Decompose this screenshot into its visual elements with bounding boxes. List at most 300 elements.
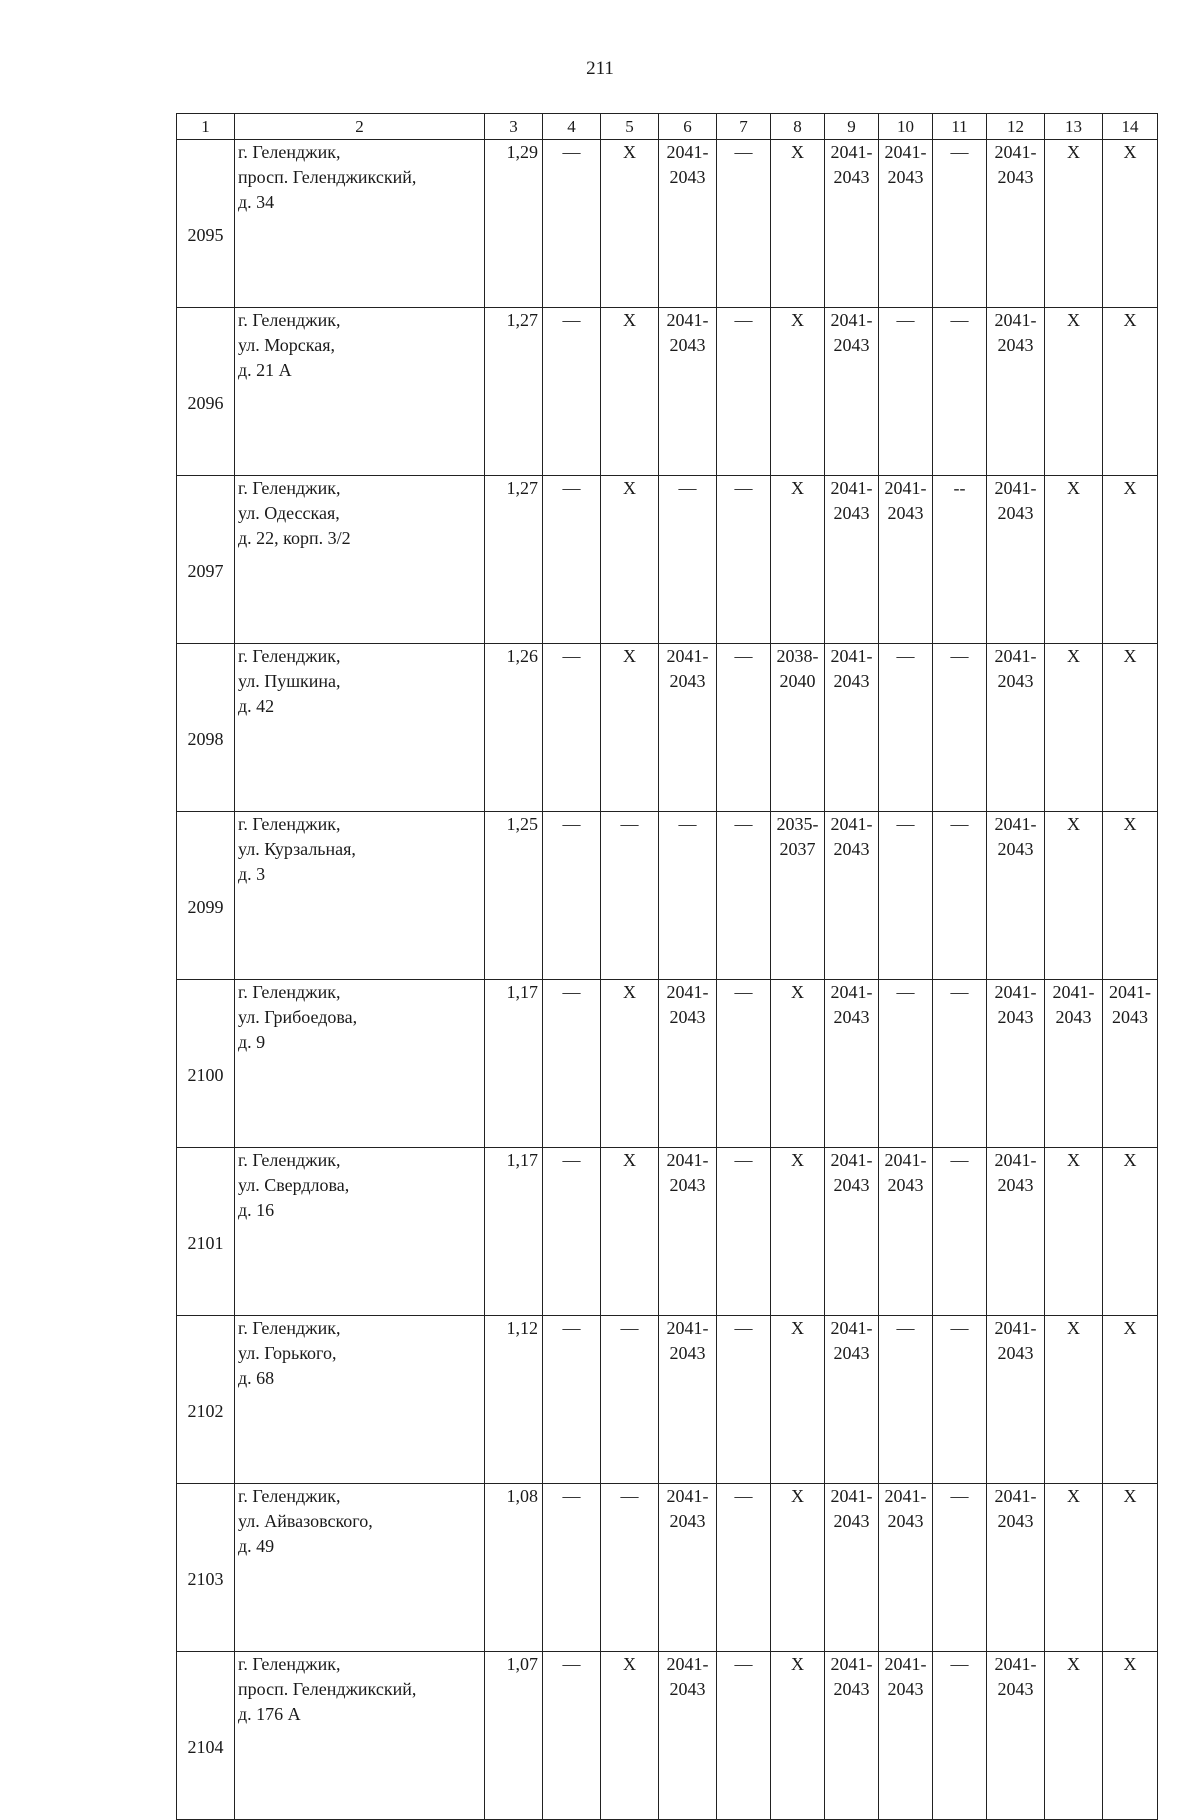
cell-c3: 1,08 bbox=[485, 1484, 543, 1652]
cell-line: 2041- bbox=[830, 310, 873, 330]
cell-c13 bbox=[1045, 980, 1103, 1148]
cell-line: 2041- bbox=[994, 142, 1037, 162]
cell-c8 bbox=[771, 140, 825, 308]
address-line: г. Геленджик, bbox=[238, 1318, 341, 1338]
cell-line: 2043 bbox=[833, 1343, 870, 1363]
address-cell bbox=[235, 1316, 485, 1484]
cell-line: Х bbox=[791, 310, 804, 330]
cell-line: 2041- bbox=[884, 1654, 927, 1674]
cell-c5: Х bbox=[601, 1148, 659, 1316]
cell-line: 2043 bbox=[887, 167, 924, 187]
cell-c6 bbox=[659, 812, 717, 980]
cell-line: 2043 bbox=[1112, 1007, 1148, 1027]
cell-line: Х bbox=[1067, 1654, 1080, 1674]
cell-line: 2043 bbox=[833, 1007, 870, 1027]
cell-c4: — bbox=[543, 308, 601, 476]
cell-c12 bbox=[987, 1316, 1045, 1484]
cell-line: 2043 bbox=[833, 335, 870, 355]
cell-line: 2041- bbox=[830, 982, 873, 1002]
cell-c14 bbox=[1103, 812, 1158, 980]
cell-c12 bbox=[987, 140, 1045, 308]
address-line: г. Геленджик, bbox=[238, 478, 341, 498]
address-line: ул. Морская, bbox=[238, 335, 335, 355]
cell-line: 2038- bbox=[776, 646, 819, 666]
cell-line: 2041- bbox=[884, 478, 927, 498]
cell-c10 bbox=[879, 644, 933, 812]
cell-line: 2041- bbox=[666, 1654, 709, 1674]
table-row bbox=[177, 140, 1158, 308]
cell-c5: Х bbox=[601, 644, 659, 812]
cell-c10 bbox=[879, 1316, 933, 1484]
cell-c4: — bbox=[543, 476, 601, 644]
address-line: д. 22, корп. 3/2 bbox=[238, 528, 351, 548]
cell-c7: — bbox=[717, 980, 771, 1148]
cell-line: 2043 bbox=[997, 839, 1034, 859]
cell-c9 bbox=[825, 644, 879, 812]
cell-c9 bbox=[825, 1652, 879, 1820]
cell-line: 2043 bbox=[669, 1679, 706, 1699]
table-row bbox=[177, 980, 1158, 1148]
cell-c8 bbox=[771, 644, 825, 812]
cell-c6 bbox=[659, 308, 717, 476]
column-number-8: 8 bbox=[771, 114, 825, 140]
cell-line: 2041- bbox=[994, 1654, 1037, 1674]
cell-c9 bbox=[825, 1148, 879, 1316]
cell-line: 2043 bbox=[1055, 1007, 1092, 1027]
cell-line: — bbox=[896, 982, 915, 1002]
cell-line: 2041- bbox=[884, 142, 927, 162]
cell-c9 bbox=[825, 1484, 879, 1652]
cell-c4: — bbox=[543, 1484, 601, 1652]
cell-c13 bbox=[1045, 1652, 1103, 1820]
row-number: 2097 bbox=[177, 476, 235, 644]
cell-line: — bbox=[896, 310, 915, 330]
cell-line: 2043 bbox=[997, 1343, 1034, 1363]
address-cell bbox=[235, 476, 485, 644]
cell-line: Х bbox=[1067, 646, 1080, 666]
cell-line: Х bbox=[1123, 1654, 1137, 1674]
cell-line: 2035- bbox=[776, 814, 819, 834]
cell-c13 bbox=[1045, 1148, 1103, 1316]
cell-c12 bbox=[987, 1652, 1045, 1820]
cell-c3: 1,07 bbox=[485, 1652, 543, 1820]
column-number-3: 3 bbox=[485, 114, 543, 140]
cell-line: 2041- bbox=[830, 1150, 873, 1170]
cell-c9 bbox=[825, 308, 879, 476]
table-row bbox=[177, 476, 1158, 644]
cell-c9 bbox=[825, 476, 879, 644]
cell-line: Х bbox=[791, 1150, 804, 1170]
cell-c8 bbox=[771, 1148, 825, 1316]
cell-line: 2037 bbox=[779, 839, 816, 859]
cell-line: Х bbox=[1067, 1318, 1080, 1338]
cell-line: Х bbox=[1067, 478, 1080, 498]
cell-c11: — bbox=[933, 980, 987, 1148]
cell-c3: 1,17 bbox=[485, 980, 543, 1148]
column-number-10: 10 bbox=[879, 114, 933, 140]
column-number-7: 7 bbox=[717, 114, 771, 140]
cell-c8 bbox=[771, 1484, 825, 1652]
cell-line: Х bbox=[1067, 814, 1080, 834]
column-number-6: 6 bbox=[659, 114, 717, 140]
address-line: г. Геленджик, bbox=[238, 310, 341, 330]
row-number: 2099 bbox=[177, 812, 235, 980]
address-line: ул. Пушкина, bbox=[238, 671, 341, 691]
cell-line: 2041- bbox=[994, 1486, 1037, 1506]
cell-line: Х bbox=[1067, 1486, 1080, 1506]
cell-line: 2043 bbox=[997, 1511, 1034, 1531]
cell-c14 bbox=[1103, 308, 1158, 476]
cell-line: — bbox=[896, 646, 915, 666]
cell-c13 bbox=[1045, 1316, 1103, 1484]
cell-line: 2043 bbox=[997, 503, 1034, 523]
cell-c12 bbox=[987, 1484, 1045, 1652]
cell-c10 bbox=[879, 476, 933, 644]
cell-line: 2041- bbox=[994, 646, 1037, 666]
cell-line: 2043 bbox=[997, 1679, 1034, 1699]
cell-c3: 1,27 bbox=[485, 308, 543, 476]
cell-line: Х bbox=[1123, 142, 1137, 162]
cell-c3: 1,25 bbox=[485, 812, 543, 980]
table-row bbox=[177, 308, 1158, 476]
cell-c8 bbox=[771, 812, 825, 980]
cell-c7: — bbox=[717, 1316, 771, 1484]
cell-c14 bbox=[1103, 1148, 1158, 1316]
row-number: 2101 bbox=[177, 1148, 235, 1316]
address-cell bbox=[235, 1484, 485, 1652]
cell-line: 2041- bbox=[830, 1654, 873, 1674]
cell-c13 bbox=[1045, 308, 1103, 476]
cell-c11: — bbox=[933, 1652, 987, 1820]
cell-c13 bbox=[1045, 644, 1103, 812]
cell-c13 bbox=[1045, 140, 1103, 308]
row-number: 2100 bbox=[177, 980, 235, 1148]
cell-c6 bbox=[659, 980, 717, 1148]
cell-line: 2043 bbox=[997, 1007, 1034, 1027]
cell-c4: — bbox=[543, 812, 601, 980]
column-number-9: 9 bbox=[825, 114, 879, 140]
cell-c6 bbox=[659, 644, 717, 812]
cell-c13 bbox=[1045, 476, 1103, 644]
cell-line: Х bbox=[791, 1318, 804, 1338]
cell-line: 2041- bbox=[830, 142, 873, 162]
cell-line: 2043 bbox=[887, 503, 924, 523]
address-line: ул. Курзальная, bbox=[238, 839, 356, 859]
cell-c8 bbox=[771, 308, 825, 476]
cell-line: 2043 bbox=[887, 1175, 924, 1195]
cell-c11: — bbox=[933, 812, 987, 980]
cell-c10 bbox=[879, 1652, 933, 1820]
row-number: 2095 bbox=[177, 140, 235, 308]
cell-c3: 1,29 bbox=[485, 140, 543, 308]
cell-c11: — bbox=[933, 308, 987, 476]
cell-line: 2043 bbox=[997, 1175, 1034, 1195]
cell-c5: Х bbox=[601, 140, 659, 308]
page-number: 211 bbox=[586, 58, 614, 79]
cell-line: 2043 bbox=[833, 1679, 870, 1699]
cell-c12 bbox=[987, 644, 1045, 812]
row-number: 2098 bbox=[177, 644, 235, 812]
column-number-4: 4 bbox=[543, 114, 601, 140]
cell-c7: — bbox=[717, 308, 771, 476]
cell-line: 2043 bbox=[669, 1343, 706, 1363]
cell-c11: — bbox=[933, 140, 987, 308]
cell-line: Х bbox=[1067, 310, 1080, 330]
cell-c4: — bbox=[543, 1148, 601, 1316]
cell-c5: Х bbox=[601, 980, 659, 1148]
cell-line: 2041- bbox=[1109, 982, 1151, 1002]
address-line: д. 16 bbox=[238, 1200, 275, 1220]
cell-c5: — bbox=[601, 812, 659, 980]
address-line: просп. Геленджикский, bbox=[238, 167, 417, 187]
address-line: ул. Грибоедова, bbox=[238, 1007, 358, 1027]
cell-line: 2041- bbox=[666, 1150, 709, 1170]
cell-c7: — bbox=[717, 140, 771, 308]
column-number-13: 13 bbox=[1045, 114, 1103, 140]
column-number-11: 11 bbox=[933, 114, 987, 140]
cell-c6 bbox=[659, 1652, 717, 1820]
cell-c11: — bbox=[933, 1316, 987, 1484]
cell-line: 2043 bbox=[669, 1511, 706, 1531]
address-line: д. 68 bbox=[238, 1368, 275, 1388]
cell-line: Х bbox=[791, 478, 804, 498]
cell-line: 2043 bbox=[833, 503, 870, 523]
column-number-14: 14 bbox=[1103, 114, 1158, 140]
cell-c4: — bbox=[543, 1652, 601, 1820]
cell-c5: — bbox=[601, 1316, 659, 1484]
cell-line: 2041- bbox=[830, 1318, 873, 1338]
cell-line: 2041- bbox=[994, 310, 1037, 330]
cell-line: — bbox=[678, 814, 697, 834]
cell-c5: Х bbox=[601, 1652, 659, 1820]
cell-c8 bbox=[771, 1652, 825, 1820]
cell-c5: — bbox=[601, 1484, 659, 1652]
cell-c8 bbox=[771, 1316, 825, 1484]
cell-line: — bbox=[678, 478, 697, 498]
cell-c6 bbox=[659, 1316, 717, 1484]
cell-c11: — bbox=[933, 1148, 987, 1316]
cell-c3: 1,17 bbox=[485, 1148, 543, 1316]
cell-c4: — bbox=[543, 1316, 601, 1484]
address-line: ул. Свердлова, bbox=[238, 1175, 350, 1195]
cell-c3: 1,12 bbox=[485, 1316, 543, 1484]
address-line: д. 176 А bbox=[238, 1704, 301, 1724]
cell-c3: 1,26 bbox=[485, 644, 543, 812]
address-cell bbox=[235, 980, 485, 1148]
cell-c4: — bbox=[543, 140, 601, 308]
column-number-5: 5 bbox=[601, 114, 659, 140]
cell-line: — bbox=[896, 814, 915, 834]
cell-line: 2043 bbox=[997, 671, 1034, 691]
cell-c10 bbox=[879, 140, 933, 308]
address-line: д. 49 bbox=[238, 1536, 275, 1556]
table-row bbox=[177, 1652, 1158, 1820]
cell-line: 2041- bbox=[1052, 982, 1095, 1002]
cell-c14 bbox=[1103, 476, 1158, 644]
cell-c7: — bbox=[717, 1484, 771, 1652]
cell-line: 2041- bbox=[666, 142, 709, 162]
cell-line: Х bbox=[1123, 478, 1137, 498]
cell-c9 bbox=[825, 140, 879, 308]
cell-c14 bbox=[1103, 644, 1158, 812]
cell-line: Х bbox=[791, 142, 804, 162]
cell-c7: — bbox=[717, 1652, 771, 1820]
cell-line: Х bbox=[1123, 1150, 1137, 1170]
table-row bbox=[177, 812, 1158, 980]
cell-line: 2043 bbox=[887, 1679, 924, 1699]
cell-line: 2041- bbox=[884, 1486, 927, 1506]
address-cell bbox=[235, 308, 485, 476]
table-row bbox=[177, 644, 1158, 812]
address-cell bbox=[235, 1652, 485, 1820]
cell-line: Х bbox=[791, 1486, 804, 1506]
cell-c10 bbox=[879, 308, 933, 476]
address-line: г. Геленджик, bbox=[238, 1150, 341, 1170]
cell-c6 bbox=[659, 1484, 717, 1652]
cell-c10 bbox=[879, 1148, 933, 1316]
cell-line: Х bbox=[1067, 142, 1080, 162]
cell-c6 bbox=[659, 140, 717, 308]
cell-line: Х bbox=[1123, 646, 1137, 666]
address-cell bbox=[235, 644, 485, 812]
address-line: д. 9 bbox=[238, 1032, 266, 1052]
cell-line: Х bbox=[1123, 310, 1137, 330]
cell-line: 2041- bbox=[666, 1486, 709, 1506]
cell-line: 2043 bbox=[833, 1175, 870, 1195]
cell-line: 2043 bbox=[669, 335, 706, 355]
address-line: г. Геленджик, bbox=[238, 1654, 341, 1674]
cell-line: 2041- bbox=[994, 1150, 1037, 1170]
cell-c14 bbox=[1103, 140, 1158, 308]
cell-c7: — bbox=[717, 644, 771, 812]
cell-line: 2043 bbox=[833, 167, 870, 187]
address-cell bbox=[235, 140, 485, 308]
address-line: г. Геленджик, bbox=[238, 646, 341, 666]
cell-line: Х bbox=[1123, 1318, 1137, 1338]
cell-c14 bbox=[1103, 1484, 1158, 1652]
cell-line: 2040 bbox=[779, 671, 816, 691]
address-cell bbox=[235, 1148, 485, 1316]
cell-line: Х bbox=[1067, 1150, 1080, 1170]
cell-c14 bbox=[1103, 1316, 1158, 1484]
cell-line: 2041- bbox=[830, 478, 873, 498]
cell-line: 2041- bbox=[666, 1318, 709, 1338]
cell-line: 2043 bbox=[833, 1511, 870, 1531]
cell-line: 2041- bbox=[994, 478, 1037, 498]
cell-c5: Х bbox=[601, 308, 659, 476]
address-line: г. Геленджик, bbox=[238, 1486, 341, 1506]
cell-c3: 1,27 bbox=[485, 476, 543, 644]
row-number: 2102 bbox=[177, 1316, 235, 1484]
cell-c9 bbox=[825, 812, 879, 980]
cell-c7: — bbox=[717, 1148, 771, 1316]
cell-line: 2043 bbox=[887, 1511, 924, 1531]
cell-c7: — bbox=[717, 476, 771, 644]
row-number: 2104 bbox=[177, 1652, 235, 1820]
address-line: д. 42 bbox=[238, 696, 275, 716]
cell-line: Х bbox=[1123, 1486, 1137, 1506]
address-line: г. Геленджик, bbox=[238, 814, 341, 834]
cell-c12 bbox=[987, 1148, 1045, 1316]
cell-c13 bbox=[1045, 812, 1103, 980]
cell-c8 bbox=[771, 476, 825, 644]
cell-c4: — bbox=[543, 644, 601, 812]
cell-c11: — bbox=[933, 644, 987, 812]
header-row bbox=[177, 114, 1158, 140]
cell-c8 bbox=[771, 980, 825, 1148]
address-line: д. 3 bbox=[238, 864, 266, 884]
cell-line: 2043 bbox=[833, 839, 870, 859]
cell-line: — bbox=[896, 1318, 915, 1338]
address-line: г. Геленджик, bbox=[238, 982, 341, 1002]
cell-line: 2041- bbox=[666, 310, 709, 330]
address-cell bbox=[235, 812, 485, 980]
cell-line: 2043 bbox=[669, 1007, 706, 1027]
cell-c9 bbox=[825, 1316, 879, 1484]
cell-c10 bbox=[879, 812, 933, 980]
cell-c6 bbox=[659, 1148, 717, 1316]
address-line: ул. Одесская, bbox=[238, 503, 340, 523]
cell-line: 2041- bbox=[666, 982, 709, 1002]
address-line: д. 21 А bbox=[238, 360, 292, 380]
cell-c10 bbox=[879, 1484, 933, 1652]
column-number-12: 12 bbox=[987, 114, 1045, 140]
cell-c9 bbox=[825, 980, 879, 1148]
cell-line: Х bbox=[791, 1654, 804, 1674]
column-number-1: 1 bbox=[177, 114, 235, 140]
row-number: 2096 bbox=[177, 308, 235, 476]
address-line: ул. Горького, bbox=[238, 1343, 337, 1363]
cell-c12 bbox=[987, 308, 1045, 476]
cell-line: 2041- bbox=[830, 646, 873, 666]
cell-line: 2041- bbox=[666, 646, 709, 666]
address-line: д. 34 bbox=[238, 192, 275, 212]
cell-line: 2043 bbox=[669, 167, 706, 187]
cell-c7: — bbox=[717, 812, 771, 980]
cell-line: 2043 bbox=[833, 671, 870, 691]
cell-line: 2041- bbox=[994, 982, 1037, 1002]
cell-c6 bbox=[659, 476, 717, 644]
cell-c14 bbox=[1103, 1652, 1158, 1820]
address-line: просп. Геленджикский, bbox=[238, 1679, 417, 1699]
cell-line: 2041- bbox=[830, 814, 873, 834]
cell-c14 bbox=[1103, 980, 1158, 1148]
cell-line: 2041- bbox=[830, 1486, 873, 1506]
cell-c11: -- bbox=[933, 476, 987, 644]
cell-c12 bbox=[987, 812, 1045, 980]
address-line: ул. Айвазовского, bbox=[238, 1511, 373, 1531]
cell-c5: Х bbox=[601, 476, 659, 644]
address-line: г. Геленджик, bbox=[238, 142, 341, 162]
registry-table bbox=[176, 113, 1158, 1820]
cell-line: 2043 bbox=[669, 1175, 706, 1195]
cell-line: Х bbox=[1123, 814, 1137, 834]
cell-line: 2041- bbox=[994, 1318, 1037, 1338]
table-row bbox=[177, 1484, 1158, 1652]
cell-line: 2041- bbox=[884, 1150, 927, 1170]
cell-c10 bbox=[879, 980, 933, 1148]
cell-c12 bbox=[987, 476, 1045, 644]
cell-c11: — bbox=[933, 1484, 987, 1652]
table-row bbox=[177, 1316, 1158, 1484]
cell-c4: — bbox=[543, 980, 601, 1148]
table-row bbox=[177, 1148, 1158, 1316]
cell-line: Х bbox=[791, 982, 804, 1002]
column-number-2: 2 bbox=[235, 114, 485, 140]
cell-c12 bbox=[987, 980, 1045, 1148]
row-number: 2103 bbox=[177, 1484, 235, 1652]
cell-line: 2043 bbox=[997, 167, 1034, 187]
